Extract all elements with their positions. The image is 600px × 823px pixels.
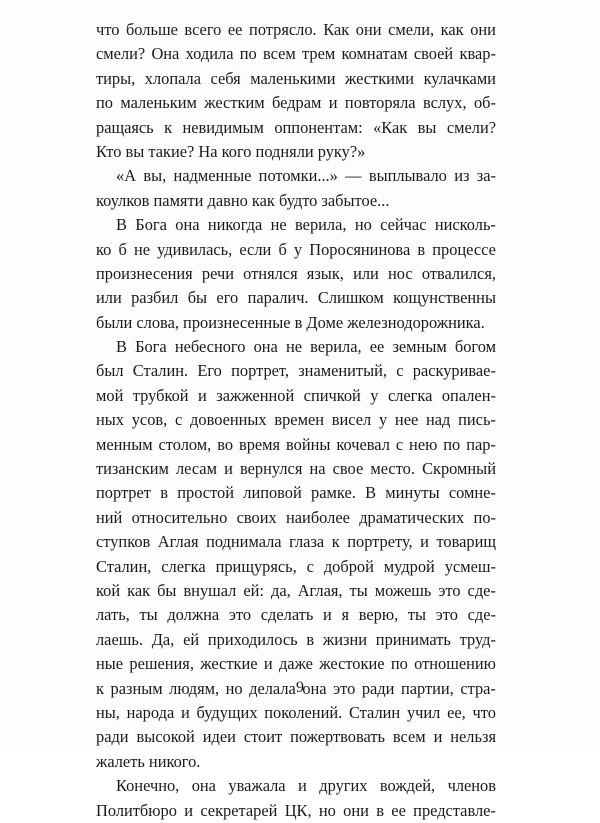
- text-line: ступков Аглая поднимала глаза к портрету, и товарищ: [96, 532, 496, 552]
- text-line: «А вы, надменные потомки...» — выплывало из за-: [116, 166, 496, 186]
- text-line: ращаясь к невидимым оппонентам: «Как вы смели?: [96, 117, 496, 137]
- text-line: тизанским лесам и вернулся на свое место. Скромный: [96, 459, 496, 479]
- text-line: кой как бы внушал ей: да, Аглая, ты можешь это сде-: [96, 580, 496, 600]
- text-line: лать, ты должна это сделать и я верю, ты это сде-: [96, 605, 496, 625]
- paragraph: [96, 164, 496, 213]
- text-line: Политбюро и секретарей ЦК, но они в ее представле-: [96, 800, 496, 820]
- text-line: был Сталин. Его портрет, знаменитый, с раскуривае-: [96, 361, 496, 381]
- text-line: ради высокой идеи стоит пожертвовать всем и нельзя: [96, 727, 496, 747]
- text-line: Конечно, она уважала и других вождей, членов: [116, 776, 496, 796]
- paragraph: [96, 213, 496, 335]
- text-line: ных усов, с довоенных времен висел у нее над пись-: [96, 410, 496, 430]
- text-line: ные решения, жесткие и даже жестокие по отношению: [96, 654, 496, 674]
- text-line: лаешь. Да, ей приходилось в жизни принимать труд-: [96, 629, 496, 649]
- paragraph: [96, 774, 496, 823]
- text-line: Кто вы такие? На кого подняли руку?»: [96, 141, 366, 161]
- text-line: по маленьким жестким бедрам и повторяла вслух, об-: [96, 93, 496, 113]
- text-line: менным столом, во время войны кочевал с нею по пар-: [96, 434, 496, 454]
- text-line: портрет в простой липовой рамке. В минуты сомне-: [96, 483, 496, 503]
- text-line: жалеть никого.: [96, 751, 201, 771]
- text-line: В Бога она никогда не верила, но сейчас нисколь-: [116, 215, 496, 235]
- paragraph: [96, 18, 496, 164]
- text-line: тиры, хлопала себя маленькими жесткими кулачками: [96, 68, 496, 88]
- text-line: Сталин, слегка прищурясь, с доброй мудрой усмеш-: [96, 556, 496, 576]
- text-line: смели? Она ходила по всем трем комнатам своей квар-: [96, 44, 496, 64]
- text-line: к разным людям, но делала она это ради партии, стра-: [96, 678, 496, 698]
- text-line: коулков памяти давно как будто забытое...: [96, 190, 390, 210]
- text-line: В Бога небесного она не верила, ее земным богом: [116, 337, 496, 357]
- paragraph: [96, 335, 496, 774]
- body-text: [96, 18, 496, 823]
- text-line: или разбил бы его паралич. Слишком кощунственны: [96, 288, 496, 308]
- text-line: ний относительно своих наиболее драматических по-: [96, 507, 496, 527]
- text-line: ны, народа и будущих поколений. Сталин учил ее, что: [96, 702, 496, 722]
- text-line: произнесения речи отнялся язык, или нос отвалился,: [96, 263, 496, 283]
- text-line: что больше всего ее потрясло. Как они смели, как они: [96, 20, 496, 39]
- text-line: мой трубкой и зажженной спичкой у слегка опален-: [96, 385, 496, 405]
- page-number: 9: [296, 679, 304, 696]
- text-line: были слова, произнесенные в Доме железнодорожника.: [96, 312, 485, 332]
- text-line: ко б не удивилась, если б у Поросянинова в процессе: [96, 239, 496, 259]
